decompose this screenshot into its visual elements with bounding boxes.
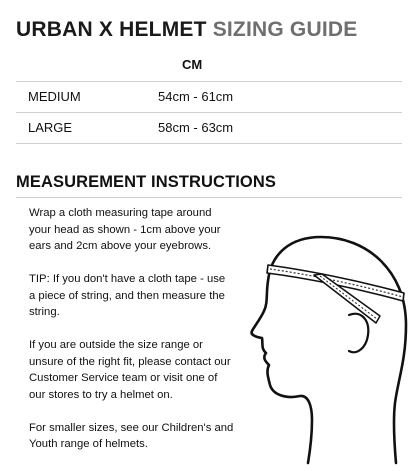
page-title (16, 18, 357, 42)
table-divider (16, 143, 402, 144)
measurement-heading: MEASUREMENT INSTRUCTIONS (16, 173, 276, 191)
section-divider (16, 197, 402, 198)
ear-outline (349, 314, 368, 353)
title-brand: URBAN X HELMET (16, 18, 207, 41)
table-row (16, 82, 402, 112)
size-name: LARGE (28, 120, 73, 135)
size-range: 54cm - 61cm (158, 89, 234, 104)
instruction-paragraph: TIP: If you don't have a cloth tape - use a piece of string, and then measure the string. (29, 273, 226, 318)
size-range: 58cm - 63cm (158, 120, 234, 135)
table-row (16, 113, 402, 143)
size-table-header (16, 46, 402, 81)
head-measuring-tape-icon (246, 215, 416, 465)
instruction-paragraph: For smaller sizes, see our Children's and Youth range of helmets. (29, 421, 234, 450)
size-table (16, 46, 402, 144)
instruction-paragraph: If you are outside the size range or unsure of the right fit, please contact our Customer Service team or visit one of our stores to try a helmet on. (29, 339, 231, 401)
measurement-instructions (29, 205, 234, 469)
size-name: MEDIUM (28, 89, 81, 104)
title-guide: SIZING GUIDE (212, 18, 358, 41)
instruction-paragraph: Wrap a cloth measuring tape around your head as shown - 1cm above your ears and 2cm above your eyebrows. (29, 207, 221, 252)
unit-header: CM (182, 57, 203, 72)
